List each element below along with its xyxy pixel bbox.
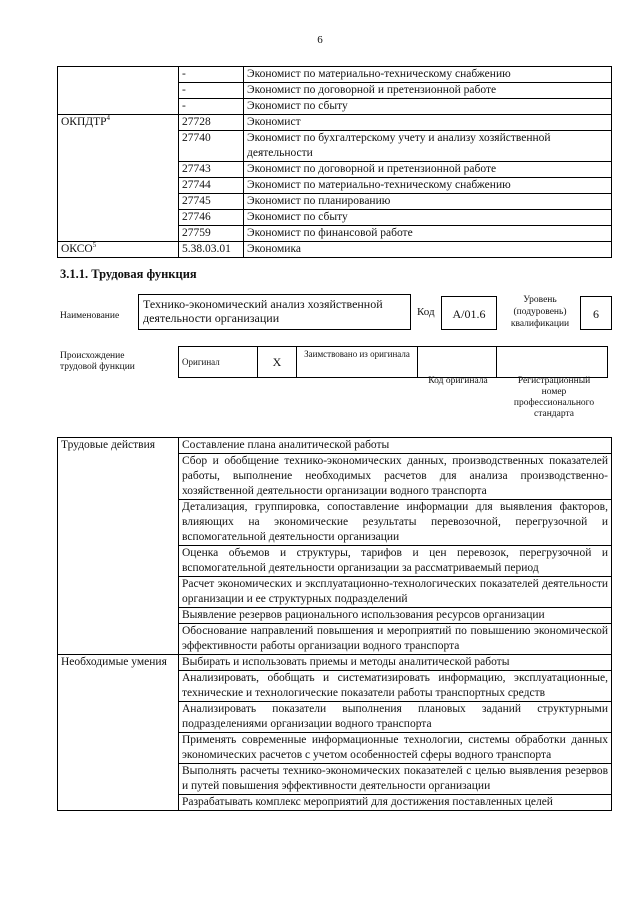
labor-action-item: Детализация, группировка, сопоставление информации для выявления факторов, влияющих на экономические результаты перевозочной, перегрузочной и вспомогательной деятельности организации xyxy=(179,500,612,546)
classification-row xyxy=(58,67,612,83)
classification-code: 27746 xyxy=(179,210,244,226)
function-code-value: А/01.6 xyxy=(441,296,497,330)
classification-code: 27743 xyxy=(179,162,244,178)
required-skill-item: Применять современные информационные технологии, системы обработки данных экономических расчетов с учетом особенностей сферы водного транспорта xyxy=(179,733,612,764)
section-title: 3.1.1. Трудовая функция xyxy=(60,267,197,281)
classification-name: Экономист по бухгалтерскому учету и анализу хозяйственной деятельности xyxy=(244,131,612,162)
original-mark: X xyxy=(258,347,297,378)
required-skill-label: Необходимые умения xyxy=(58,655,179,811)
code-original-cell xyxy=(418,347,497,378)
level-value: 6 xyxy=(580,296,612,330)
classification-code: 27740 xyxy=(179,131,244,162)
reg-number-label: Регистрационный номер профессионального стандарта xyxy=(513,376,595,419)
borrowed-label: Заимствовано из оригинала xyxy=(297,347,418,378)
labor-action-item: Составление плана аналитической работы xyxy=(179,438,612,454)
labor-action-item: Оценка объемов и структуры, тарифов и цен перевозок, перегрузочной и вспомогательной деятельности организации за рассматриваемый период xyxy=(179,546,612,577)
labor-action-row xyxy=(58,438,612,454)
code-label: Код xyxy=(417,306,435,318)
labor-table xyxy=(57,437,612,811)
original-label: Оригинал xyxy=(179,347,258,378)
classification-code: - xyxy=(179,67,244,83)
classification-code: 5.38.03.01 xyxy=(179,242,244,258)
classification-table xyxy=(57,66,612,258)
classification-group xyxy=(58,67,179,115)
labor-action-item: Выявление резервов рационального использования ресурсов организации xyxy=(179,608,612,624)
labor-action-item: Обоснование направлений повышения и мероприятий по повышению экономической эффективности работы организации водного транспорта xyxy=(179,624,612,655)
classification-name: Экономист по договорной и претензионной работе xyxy=(244,162,612,178)
classification-code: 27728 xyxy=(179,115,244,131)
classification-name: Экономика xyxy=(244,242,612,258)
classification-code: - xyxy=(179,83,244,99)
function-name-value: Технико-экономический анализ хозяйственной деятельности организации xyxy=(138,294,411,330)
classification-row xyxy=(58,115,612,131)
classification-row xyxy=(58,242,612,258)
name-label: Наименование xyxy=(60,311,120,321)
required-skill-item: Выбирать и использовать приемы и методы аналитической работы xyxy=(179,655,612,671)
required-skill-item: Разрабатывать комплекс мероприятий для достижения поставленных целей xyxy=(179,795,612,811)
code-original-label: Код оригинала xyxy=(428,376,488,386)
classification-code: 27745 xyxy=(179,194,244,210)
classification-code: 27759 xyxy=(179,226,244,242)
origin-label: Происхождение трудовой функции xyxy=(60,351,135,372)
page-number: 6 xyxy=(317,34,323,46)
classification-name: Экономист по сбыту xyxy=(244,210,612,226)
classification-code: 27744 xyxy=(179,178,244,194)
labor-action-item: Расчет экономических и эксплуатационно-технологических показателей деятельности организации и ее структурных подразделений xyxy=(179,577,612,608)
classification-code: - xyxy=(179,99,244,115)
classification-name: Экономист по сбыту xyxy=(244,99,612,115)
classification-group: ОКСО$^5$ xyxy=(58,242,179,258)
required-skill-item: Анализировать, обобщать и систематизировать информацию, эксплуатационные, технические и технологические показатели работы транспортных средств xyxy=(179,671,612,702)
labor-action-item: Сбор и обобщение технико-экономических данных, производственных показателей работы, выполнение необходимых расчетов для анализа производственно-хозяйственной деятельности организации водного транспорта xyxy=(179,454,612,500)
classification-name: Экономист по материально-техническому снабжению xyxy=(244,178,612,194)
classification-name: Экономист xyxy=(244,115,612,131)
classification-name: Экономист по финансовой работе xyxy=(244,226,612,242)
required-skill-item: Анализировать показатели выполнения плановых заданий структурными подразделениями организации водного транспорта xyxy=(179,702,612,733)
classification-group: ОКПДТР$^4$ xyxy=(58,115,179,242)
classification-name: Экономист по договорной и претензионной работе xyxy=(244,83,612,99)
origin-table xyxy=(178,346,608,378)
reg-number-cell xyxy=(497,347,608,378)
labor-action-label: Трудовые действия xyxy=(58,438,179,655)
level-label: Уровень (подуровень) квалификации xyxy=(510,295,570,329)
required-skill-row xyxy=(58,655,612,671)
classification-name: Экономист по планированию xyxy=(244,194,612,210)
required-skill-item: Выполнять расчеты технико-экономических показателей с целью выявления резервов и путей повышения эффективности деятельности организации xyxy=(179,764,612,795)
classification-name: Экономист по материально-техническому снабжению xyxy=(244,67,612,83)
